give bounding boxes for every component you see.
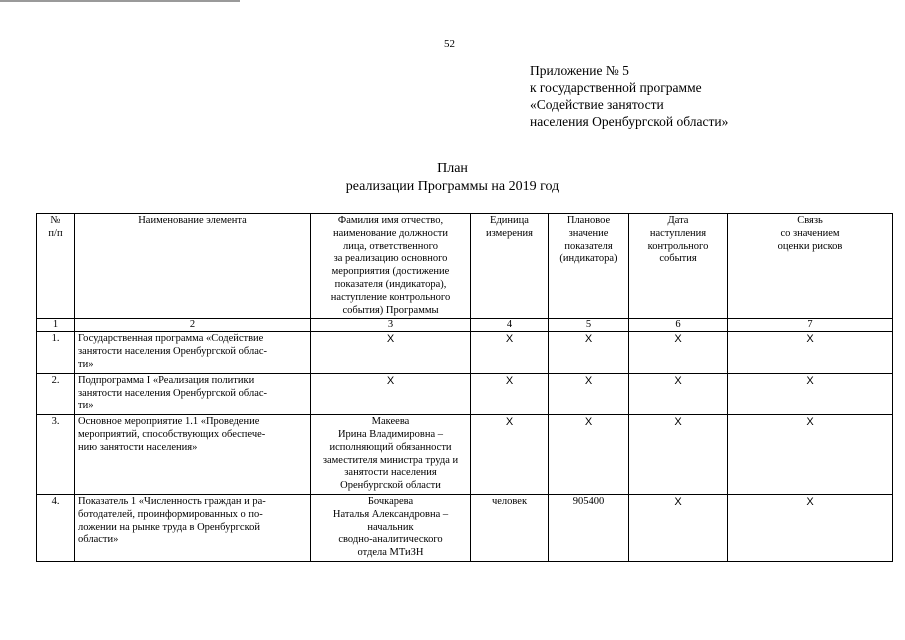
responsible-person [311, 373, 471, 414]
cell-line: нию занятости населения» [78, 441, 198, 453]
event-date-cell: X [629, 373, 728, 414]
element-name [75, 494, 311, 561]
risk-link-cell: X [728, 494, 893, 561]
cell-line: Подпрограмма I «Реализация политики [78, 374, 255, 386]
column-number: 5 [549, 319, 629, 332]
header-responsible [311, 214, 471, 319]
unit-cell: человек [471, 494, 549, 561]
risk-link-cell: X [728, 332, 893, 373]
cell-line: № [50, 215, 61, 226]
header-risk-link [728, 214, 893, 319]
cell-line: занятости населения [344, 467, 437, 479]
cell-line: отдела МТиЗН [357, 547, 424, 559]
planned-value-cell: X [549, 373, 629, 414]
plan-table [36, 213, 893, 562]
unit-cell: X [471, 332, 549, 373]
element-name [75, 415, 311, 495]
table-row [37, 494, 893, 561]
header-no [37, 214, 75, 319]
column-number: 1 [37, 319, 75, 332]
table-row [37, 415, 893, 495]
cell-line: события) Программы [342, 304, 439, 316]
element-name [75, 373, 311, 414]
column-number: 6 [629, 319, 728, 332]
cell-line: Дата [667, 215, 689, 226]
header-event-date [629, 214, 728, 319]
appendix-line: к государственной программе [530, 80, 702, 95]
cell-line: наступления [649, 227, 707, 239]
cell-line: наименование должности [332, 227, 449, 239]
cell-line: ти» [78, 400, 94, 412]
planned-value-cell: X [549, 332, 629, 373]
row-number: 4. [37, 494, 75, 561]
cell-line: Плановое [566, 215, 611, 226]
row-number: 1. [37, 332, 75, 373]
event-date-cell: X [629, 415, 728, 495]
cell-line: Показатель 1 «Численность граждан и ра- [78, 495, 266, 507]
column-number: 7 [728, 319, 893, 332]
cell-line: Оренбургской области [340, 480, 441, 492]
cell-line: Основное мероприятие 1.1 «Проведение [78, 416, 260, 428]
column-number-row [37, 319, 893, 332]
cell-line: Макеева [371, 416, 410, 428]
cell-line: мероприятий, способствующих обеспече- [78, 428, 266, 440]
column-number: 3 [311, 319, 471, 332]
plan-subtitle: реализации Программы на 2019 год [345, 179, 560, 194]
cell-line: значение [568, 227, 609, 239]
cell-line: события [659, 253, 697, 265]
responsible-person [311, 415, 471, 495]
cell-line: области» [78, 534, 119, 546]
table-row [37, 373, 893, 414]
cell-line: занятости населения Оренбургской облас- [78, 346, 268, 358]
row-number: 2. [37, 373, 75, 414]
cell-line: показателя (индикатора), [334, 278, 447, 290]
cell-line: Бочкарева [367, 495, 414, 507]
column-number: 4 [471, 319, 549, 332]
unit-cell: X [471, 415, 549, 495]
risk-link-cell: X [728, 415, 893, 495]
event-date-cell: X [629, 494, 728, 561]
cell-line: (индикатора) [559, 253, 618, 265]
cell-line: Наталья Александровна – [332, 508, 449, 520]
appendix-line: населения Оренбургской области» [530, 114, 729, 129]
cell-line: ботодателей, проинформированных о по- [78, 508, 263, 520]
header-row [37, 214, 893, 319]
cell-line: со значением [780, 227, 840, 239]
cell-line: Единица [490, 215, 529, 226]
cell-line: лица, ответственного [343, 240, 438, 252]
cell-line: ти» [78, 358, 94, 370]
header-name [75, 214, 311, 319]
responsible-person [311, 494, 471, 561]
cell-line: Связь [797, 215, 823, 226]
cell-line: контрольного [647, 240, 709, 252]
plan-title: План [437, 161, 468, 176]
page-number: 52 [444, 38, 455, 50]
column-number: 2 [75, 319, 311, 332]
header-planned-value [549, 214, 629, 319]
top-rule [0, 0, 240, 2]
table-row [37, 332, 893, 373]
cell-line: X [386, 333, 395, 346]
row-number: 3. [37, 415, 75, 495]
unit-cell: X [471, 373, 549, 414]
header-unit [471, 214, 549, 319]
planned-value-cell: 905400 [549, 494, 629, 561]
cell-line: X [386, 374, 395, 387]
cell-line: Ирина Владимировна – [337, 428, 444, 440]
cell-line: ложении на рынке труда в Оренбургской [78, 521, 261, 533]
cell-line: Государственная программа «Содействие [78, 333, 264, 345]
cell-line: начальник [367, 521, 414, 533]
cell-line: измерения [486, 227, 533, 239]
cell-line: наступление контрольного [330, 291, 451, 303]
planned-value-cell: X [549, 415, 629, 495]
cell-line: исполняющий обязанности [329, 441, 452, 453]
cell-line: оценки рисков [777, 240, 843, 252]
cell-line: заместителя министра труда и [322, 454, 459, 466]
cell-line: занятости населения Оренбургской облас- [78, 387, 268, 399]
appendix-heading [530, 62, 728, 130]
cell-line: за реализацию основного [333, 253, 448, 265]
cell-line: показателя [564, 240, 613, 252]
responsible-person [311, 332, 471, 373]
event-date-cell: X [629, 332, 728, 373]
appendix-line: «Содействие занятости [530, 97, 664, 112]
appendix-line: Приложение № 5 [530, 63, 629, 78]
cell-line: сводно-аналитического [338, 534, 443, 546]
cell-line: мероприятия (достижение [331, 266, 450, 278]
element-name [75, 332, 311, 373]
risk-link-cell: X [728, 373, 893, 414]
cell-line: Фамилия имя отчество, [337, 215, 444, 226]
cell-line: Наименование элемента [138, 215, 247, 226]
cell-line: п/п [48, 227, 63, 239]
